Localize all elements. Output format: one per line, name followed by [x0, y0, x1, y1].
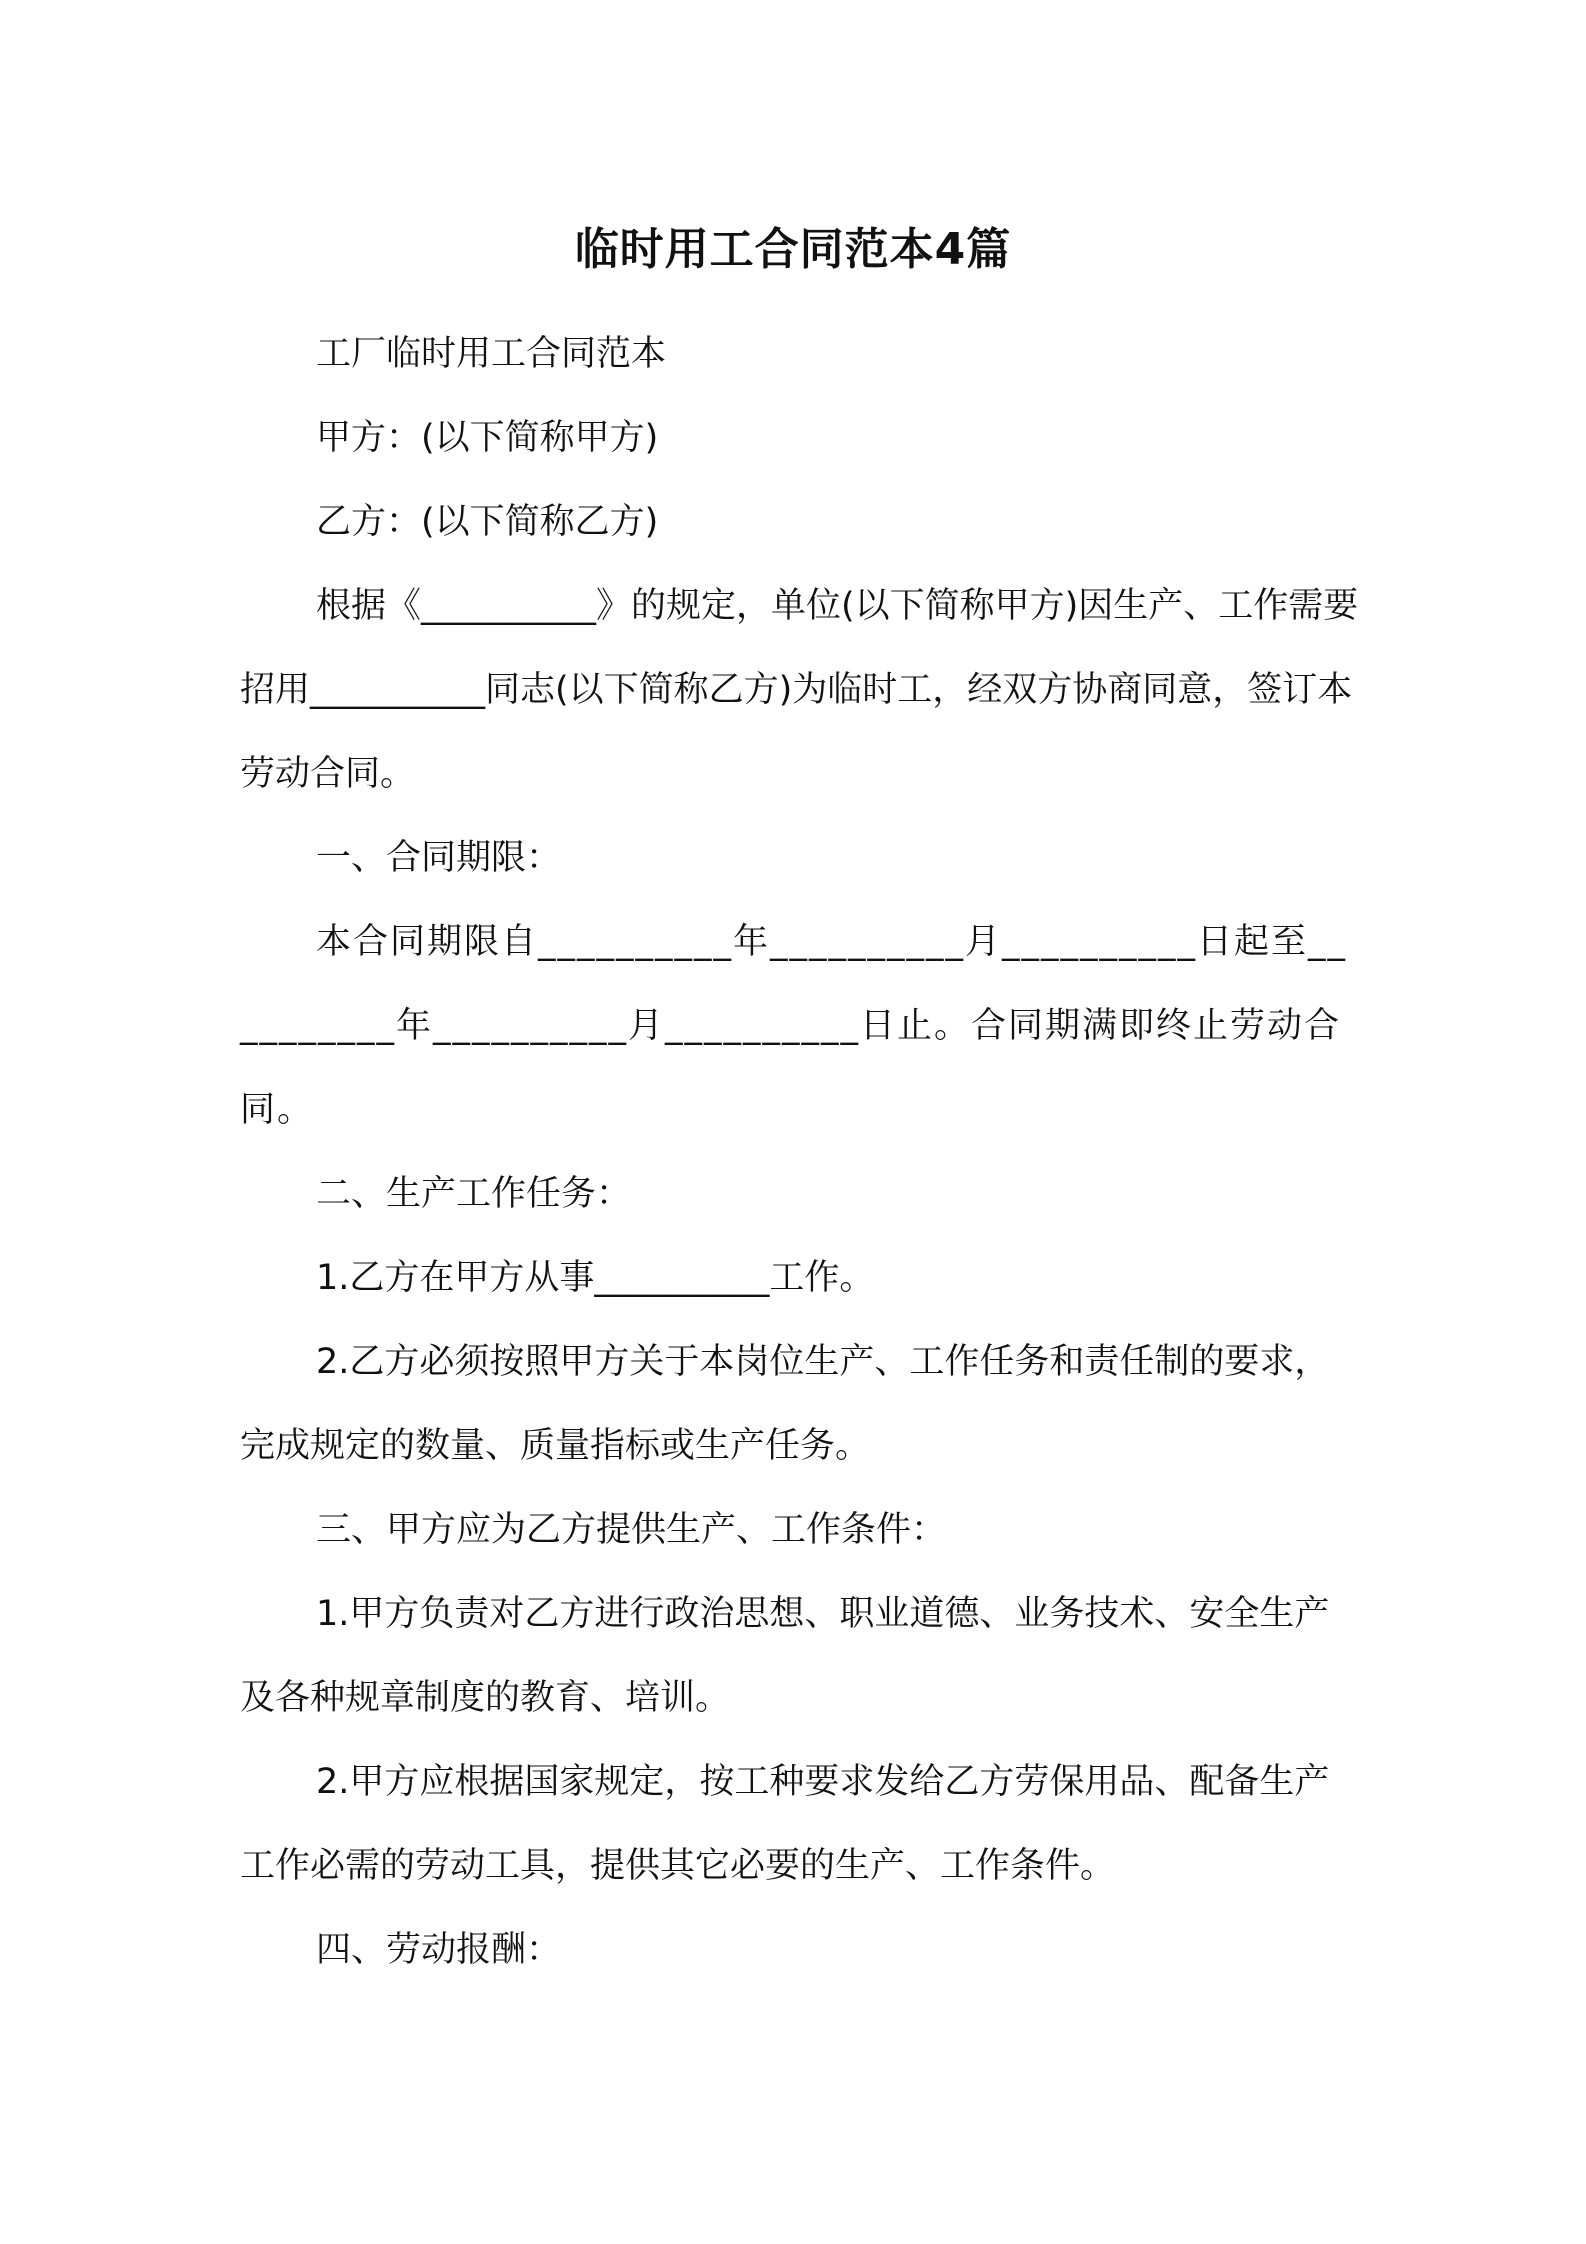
paragraph-subtitle: 工厂临时用工合同范本 [316, 334, 667, 374]
paragraph-task-2: 2.乙方必须按照甲方关于本岗位生产、工作任务和责任制的要求，完成规定的数量、质量指标或生产任务。 [240, 1342, 1330, 1466]
document-title: 临时用工合同范本4篇 [574, 224, 1012, 275]
paragraph-condition-2: 2.甲方应根据国家规定，按工种要求发给乙方劳保用品、配备生产工作必需的劳动工具，提供其它必要的生产、工作条件。 [240, 1762, 1330, 1886]
paragraph-party-a: 甲方：(以下简称甲方) [316, 418, 659, 458]
paragraph-party-b: 乙方：(以下简称乙方) [316, 502, 659, 542]
paragraph-task-1: 1.乙方在甲方从事__________工作。 [316, 1258, 875, 1298]
section-heading-term: 一、合同期限： [316, 838, 562, 878]
section-heading-tasks: 二、生产工作任务： [316, 1174, 632, 1214]
document-body [240, 312, 1360, 1992]
paragraph-preamble: 根据《__________》的规定，单位(以下简称甲方)因生产、工作需要招用__________同志(以下简称乙方)为临时工，经双方协商同意，签订本劳动合同。 [240, 586, 1359, 794]
paragraph-term: 本合同期限自__________年__________月__________日起至__________年__________月__________日止。合同期满即终止劳动合同。 [240, 922, 1348, 1130]
section-heading-remuneration: 四、劳动报酬： [316, 1930, 562, 1970]
paragraph-condition-1: 1.甲方负责对乙方进行政治思想、职业道德、业务技术、安全生产及各种规章制度的教育、培训。 [240, 1594, 1330, 1718]
section-heading-conditions: 三、甲方应为乙方提供生产、工作条件： [316, 1510, 947, 1550]
